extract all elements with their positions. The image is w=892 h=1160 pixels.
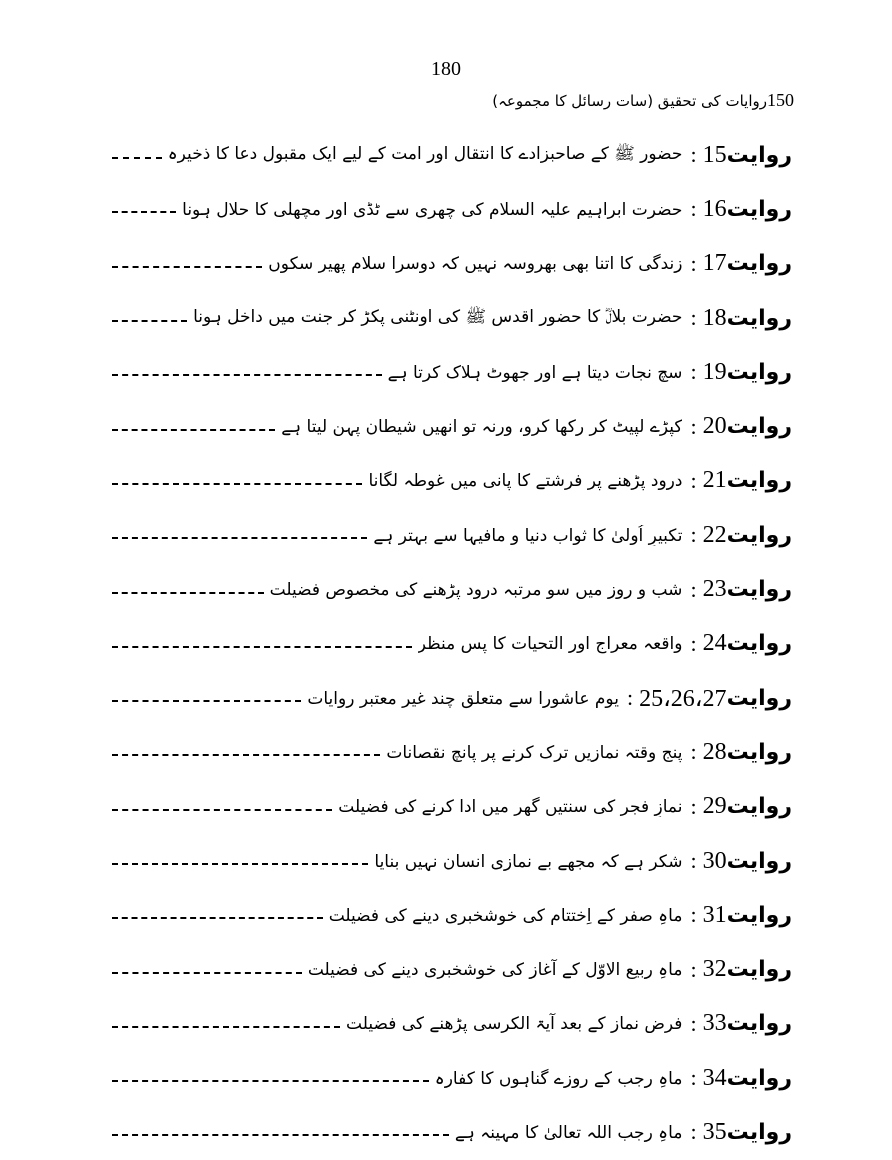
entry-title: درود پڑھنے پر فرشتے کا پانی میں غوطہ لگانا: [368, 471, 683, 492]
dotted-leader: [112, 917, 323, 919]
entry-number: 25،26،27: [639, 685, 727, 712]
toc-entry: [112, 888, 792, 942]
entry-separator: :: [690, 793, 697, 819]
entry-separator: :: [690, 956, 697, 982]
toc-entry: [112, 671, 792, 725]
entry-separator: :: [690, 142, 697, 168]
entry-label: روایت: [726, 794, 792, 820]
entry-number: 22: [702, 521, 727, 548]
toc-entry: [112, 345, 792, 399]
dotted-leader: [112, 320, 187, 322]
entry-label: روایت: [726, 739, 792, 765]
dotted-leader: [112, 374, 382, 376]
toc-entry: [112, 454, 792, 508]
entry-separator: :: [690, 359, 697, 385]
dotted-leader: [112, 483, 362, 485]
dotted-leader: [112, 1026, 340, 1028]
entry-number: 29: [702, 793, 727, 820]
toc-entry: [112, 834, 792, 888]
entry-label: روایت: [726, 685, 792, 711]
entry-label: روایت: [726, 848, 792, 874]
toc-entry: [112, 725, 792, 779]
entry-separator: :: [690, 305, 697, 331]
dotted-leader: [112, 592, 264, 594]
dotted-leader: [112, 972, 302, 974]
entry-separator: :: [690, 522, 697, 548]
entry-separator: :: [690, 413, 697, 439]
entry-title: ماہِ رجب اللہ تعالیٰ کا مہینہ ہے: [454, 1122, 683, 1143]
entry-title: واقعہ معراج اور التحیات کا پسِ منظر: [417, 634, 683, 655]
dotted-leader: [112, 863, 368, 865]
dotted-leader: [112, 809, 332, 811]
toc-entry: [112, 562, 792, 616]
toc-entry: [112, 942, 792, 996]
toc-entry: [112, 997, 792, 1051]
entry-title: فرض نماز کے بعد آیۃ الکرسی پڑھنے کی فضیلت: [346, 1014, 683, 1035]
entry-separator: :: [690, 576, 697, 602]
dotted-leader: [112, 266, 262, 268]
running-header-title: روایات کی تحقیق (سات رسائل کا مجموعہ): [492, 92, 767, 110]
entry-number: 23: [702, 576, 727, 603]
toc-entry: [112, 399, 792, 453]
entry-label: روایت: [726, 1119, 792, 1145]
entry-title: تکبیرِ اُولیٰ کا ثواب دنیا و مافیہا سے بہتر ہے: [373, 525, 683, 546]
running-header: [492, 90, 794, 111]
entry-number: 17: [702, 250, 727, 277]
entry-title: پنج وقتہ نمازیں ترک کرنے پر پانچ نقصانات: [386, 742, 683, 763]
entry-title: ماہِ ربیع الاوّل کے آغاز کی خوشخبری دینے کی فضیلت: [307, 960, 683, 981]
entry-separator: :: [626, 685, 634, 711]
entry-separator: :: [690, 250, 697, 276]
entry-title: کپڑے لپیٹ کر رکھا کرو، ورنہ تو انھیں شیطان پہن لیتا ہے: [281, 417, 683, 438]
entry-number: 20: [702, 413, 727, 440]
dotted-leader: [112, 537, 367, 539]
dotted-leader: [112, 1080, 429, 1082]
entry-separator: :: [690, 739, 697, 765]
toc-entry: [112, 1105, 792, 1159]
entry-label: روایت: [726, 359, 792, 385]
entry-label: روایت: [726, 957, 792, 983]
entry-label: روایت: [726, 414, 792, 440]
entry-separator: :: [690, 848, 697, 873]
entry-label: روایت: [726, 1011, 792, 1037]
entry-title: سچ نجات دیتا ہے اور جھوٹ ہلاک کرتا ہے: [387, 362, 683, 383]
toc-entry: [112, 508, 792, 562]
entry-title: ماہِ صفر کے اِختتام کی خوشخبری دینے کی فضیلت: [328, 905, 683, 926]
toc-entry: [112, 1051, 792, 1105]
running-header-number: 150: [767, 90, 794, 110]
entry-separator: :: [690, 1010, 697, 1036]
entry-separator: :: [690, 630, 697, 656]
entry-title: یومِ عاشورا سے متعلق چند غیر معتبر روایات: [307, 688, 619, 709]
entry-number: 34: [702, 1064, 727, 1091]
entry-number: 15: [702, 141, 727, 168]
toc-entry: [112, 617, 792, 671]
toc-entry: [112, 182, 792, 236]
entry-label: روایت: [726, 902, 792, 928]
page-number: 180: [431, 58, 461, 80]
entry-label: روایت: [726, 196, 792, 222]
toc-entry: [112, 291, 792, 345]
entry-label: روایت: [726, 522, 792, 548]
entry-title: نمازِ فجر کی سنتیں گھر میں ادا کرنے کی فضیلت: [338, 797, 683, 818]
toc-entry: [112, 128, 792, 182]
entry-number: 33: [702, 1010, 727, 1037]
entry-separator: :: [690, 467, 697, 493]
entry-number: 35: [702, 1118, 727, 1145]
entry-separator: :: [690, 196, 697, 222]
entry-separator: :: [690, 1065, 697, 1091]
entry-separator: :: [690, 902, 697, 928]
entry-title: زندگی کا اتنا بھی بھروسہ نہیں کہ دوسرا سلام پھیر سکوں: [268, 254, 683, 275]
toc-entry: [112, 237, 792, 291]
entry-title: ماہِ رجب کے روزے گناہوں کا کفارہ: [434, 1068, 683, 1089]
entry-label: روایت: [726, 577, 792, 603]
entry-title: شکر ہے کہ مجھے بے نمازی انسان نہیں بنایا: [374, 851, 683, 872]
table-of-contents: [112, 128, 792, 1160]
dotted-leader: [112, 700, 301, 702]
entry-number: 31: [702, 901, 727, 928]
entry-label: روایت: [726, 631, 792, 657]
entry-number: 30: [702, 847, 727, 874]
dotted-leader: [112, 754, 380, 756]
dotted-leader: [112, 1134, 449, 1136]
entry-number: 32: [702, 956, 727, 983]
dotted-leader: [112, 646, 412, 648]
entry-separator: :: [690, 1119, 697, 1145]
entry-label: روایت: [726, 1065, 792, 1091]
entry-number: 21: [702, 467, 727, 494]
dotted-leader: [112, 211, 176, 213]
entry-number: 18: [702, 304, 727, 331]
entry-title: حضرت ابراہیم علیہ السلام کی چھری سے ٹڈی اور مچھلی کا حلال ہونا: [182, 199, 683, 220]
entry-number: 28: [702, 738, 727, 765]
entry-label: روایت: [726, 251, 792, 277]
entry-label: روایت: [726, 142, 792, 168]
dotted-leader: [112, 429, 275, 431]
entry-title: حضور ﷺ کے صاحبزادے کا انتقال اور امت کے لیے ایک مقبول دعا کا ذخیرہ: [167, 143, 683, 164]
entry-number: 24: [702, 630, 727, 657]
entry-label: روایت: [726, 468, 792, 494]
entry-number: 19: [702, 358, 727, 385]
entry-label: روایت: [726, 305, 792, 331]
entry-number: 16: [702, 195, 727, 222]
entry-title: شب و روز میں سو مرتبہ درود پڑھنے کی مخصوص فضیلت: [269, 580, 683, 601]
entry-title: حضرت بلالؓ کا حضور اقدس ﷺ کی اونٹنی پکڑ کر جنت میں داخل ہونا: [193, 306, 683, 327]
dotted-leader: [112, 157, 162, 159]
toc-entry: [112, 780, 792, 834]
